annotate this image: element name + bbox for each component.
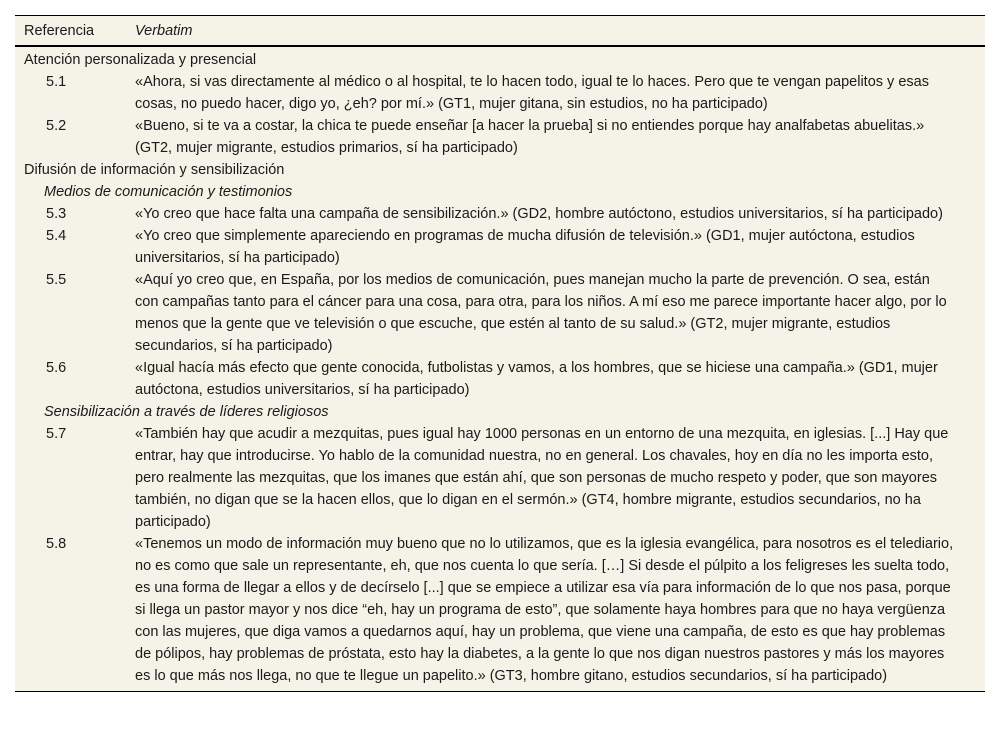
verbatim-table: [15, 15, 985, 692]
reference-number: 5.5: [46, 272, 67, 288]
verbatim-text: «También hay que acudir a mezquitas, pues igual hay 1000 personas en un entorno de una mezquita, en iglesias. [...] Hay que entrar, hay que introducirse. Yo hablo de la comunidad nuestra, no en general. Los chavales, hoy en día no les importa esto, pero realmente las mezquitas, que los imanes que están ahí, que son personas de mucho respeto y poder, que son mayores también, no digan que se la hacen ellos, que lo digan en el sermón.» (GT4, hombre migrante, estudios secundarios, no ha participado): [135, 426, 949, 530]
quote-row: [15, 423, 985, 533]
reference-number: 5.3: [46, 206, 67, 222]
verbatim-text: «Igual hacía más efecto que gente conocida, futbolistas y vamos, a los hombres, que se hiciese una campaña.» (GD1, mujer autóctona, estudios universitarios, sí ha participado): [135, 360, 938, 398]
section-header: Atención personalizada y presencial: [24, 52, 257, 68]
verbatim-text: «Ahora, si vas directamente al médico o al hospital, te lo hacen todo, igual te lo haces. Pero que te vengan papelitos y esas cosas, no puedo hacer, digo yo, ¿eh? por mí.» (GT1, mujer gitana, sin estudios, no ha participado): [135, 74, 929, 112]
reference-number: 5.4: [46, 228, 67, 244]
quote-row: [15, 225, 985, 269]
verbatim-text: «Tenemos un modo de información muy bueno que no lo utilizamos, que es la iglesia evangélica, para nosotros es el telediario, no es como que sale un representante, eh, que nos cuenta lo que sería. […] Si desde el púlpito a los feligreses les suelta todo, es una forma de llegar a ellos y de decírselo [...] que se empiece a utilizar esa vía para información de lo que nos pasa, porque si llega un pastor mayor y nos dice “eh, hay un programa de esto”, que solamente haya hombres para que no haya vergüenza con las mujeres, que diga vamos a quedarnos aquí, hay un problema, que viene una campaña, de esto es que hay problemas de pólipos, hay problemas de próstata, esto hay la diabetes, a la gente lo que nos digan nuestros pastores y más los mayores es lo que más nos llega, no que te llegue un papelito.» (GT3, hombre gitano, estudios secundarios, sí ha participado): [135, 536, 954, 684]
quote-row: [15, 71, 985, 115]
quote-row: [15, 203, 985, 225]
quote-row: [15, 115, 985, 159]
quote-row: [15, 269, 985, 357]
verbatim-text: «Yo creo que simplemente apareciendo en programas de mucha difusión de televisión.» (GD1, mujer autóctona, estudios universitarios, sí ha participado): [135, 228, 915, 266]
quote-row: [15, 533, 985, 687]
column-header-referencia: Referencia: [24, 22, 95, 39]
subsection-header: Sensibilización a través de líderes religiosos: [44, 404, 329, 420]
reference-number: 5.6: [46, 360, 67, 376]
quote-row: [15, 357, 985, 401]
table-body: [15, 47, 985, 691]
reference-number: 5.2: [46, 118, 67, 134]
reference-number: 5.7: [46, 426, 67, 442]
section-header: Difusión de información y sensibilización: [24, 162, 285, 178]
table-header-row: [15, 16, 985, 47]
verbatim-text: «Yo creo que hace falta una campaña de sensibilización.» (GD2, hombre autóctono, estudios universitarios, sí ha participado): [135, 206, 943, 222]
reference-number: 5.1: [46, 74, 67, 90]
reference-number: 5.8: [46, 536, 67, 552]
verbatim-text: «Aquí yo creo que, en España, por los medios de comunicación, pues manejan mucho la parte de prevención. O sea, están con campañas tanto para el cáncer para una cosa, para otra, para los niños. A mí eso me parece importante hacer algo, por lo menos que la gente que ve televisión o que escuche, que estén al tanto de su salud.» (GT2, mujer migrante, estudios secundarios, sí ha participado): [135, 272, 947, 354]
subsection-header: Medios de comunicación y testimonios: [44, 184, 293, 200]
column-header-verbatim: Verbatim: [135, 22, 193, 39]
verbatim-text: «Bueno, si te va a costar, la chica te puede enseñar [a hacer la prueba] si no entiendes porque hay analfabetas abuelitas.» (GT2, mujer migrante, estudios primarios, sí ha participado): [135, 118, 925, 156]
